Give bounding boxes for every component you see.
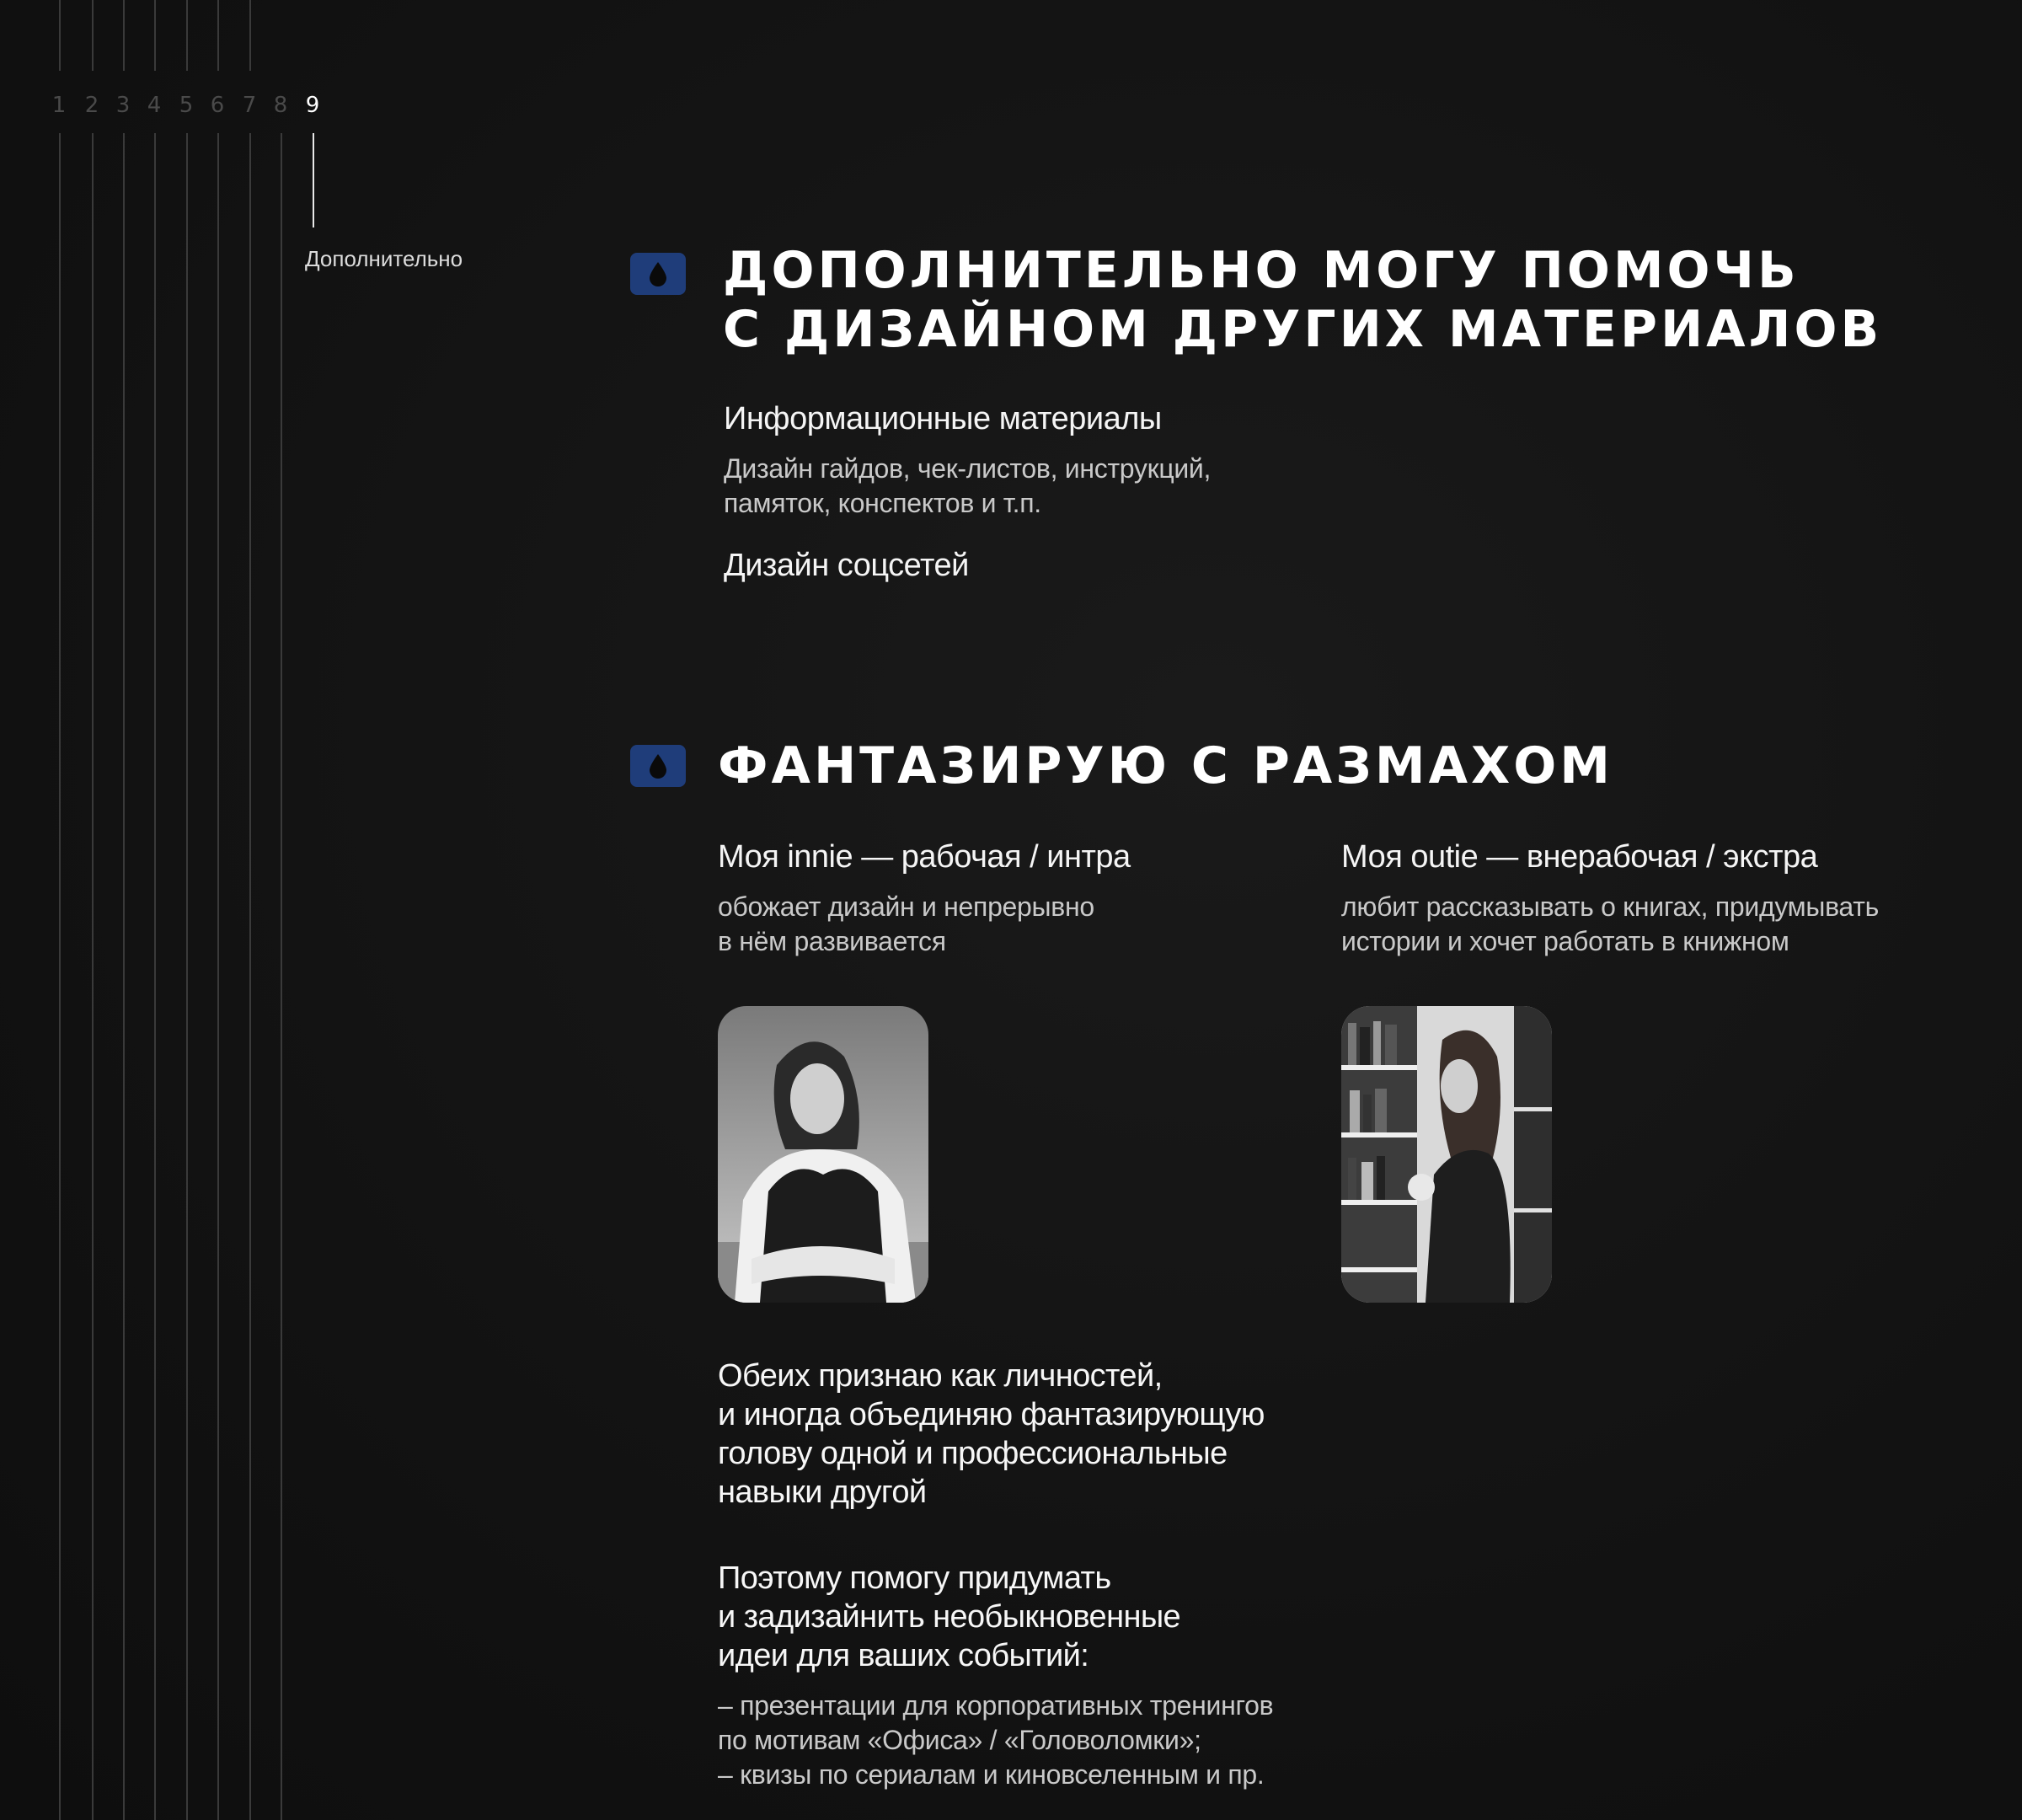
both-personas-text: Обеих признаю как личностей, и иногда объединяю фантазирующую голову одной и профессиональные навыки другой <box>718 1358 1265 1510</box>
innie-photo <box>718 1006 928 1303</box>
ink-drop-icon <box>648 753 668 779</box>
timeline-step-5[interactable]: 5 <box>179 93 194 118</box>
timeline-step-9-active[interactable]: 9 <box>305 93 320 118</box>
timeline-line-6-top <box>217 0 219 71</box>
help-events-text: Поэтому помогу придумать и задизайнить необыкновенные идеи для ваших событий: <box>718 1560 1181 1673</box>
timeline-active-caption: Дополнительно <box>305 246 463 271</box>
timeline-line-1-top <box>59 0 61 71</box>
timeline-step-7[interactable]: 7 <box>242 93 257 118</box>
timeline-line-2 <box>92 133 94 1820</box>
timeline-active-marker <box>313 133 314 228</box>
timeline-line-4 <box>154 133 156 1820</box>
timeline-line-1 <box>59 133 61 1820</box>
timeline-line-5-top <box>186 0 188 71</box>
section-badge <box>630 253 686 295</box>
outie-title: Моя outie — внерабочая / экстра <box>1341 839 1818 875</box>
timeline-line-3 <box>123 133 125 1820</box>
timeline-step-1[interactable]: 1 <box>51 93 67 118</box>
timeline-line-4-top <box>154 0 156 71</box>
info-materials-title: Информационные материалы <box>724 401 1162 436</box>
timeline-step-3[interactable]: 3 <box>115 93 131 118</box>
section-title: ДОПОЛНИТЕЛЬНО МОГУ ПОМОЧЬ С ДИЗАЙНОМ ДРУГИХ МАТЕРИАЛОВ <box>723 241 1883 359</box>
timeline-line-3-top <box>123 0 125 71</box>
innie-text: обожает дизайн и непрерывно в нём развивается <box>718 891 1094 956</box>
outie-photo <box>1341 1006 1552 1303</box>
section-title: ФАНТАЗИРУЮ С РАЗМАХОМ <box>718 736 1613 795</box>
timeline-line-5 <box>186 133 188 1820</box>
timeline-step-4[interactable]: 4 <box>147 93 162 118</box>
outie-text: любит рассказывать о книгах, придумывать истории и хочет работать в книжном <box>1341 891 1879 956</box>
section-badge <box>630 745 686 787</box>
timeline-line-2-top <box>92 0 94 71</box>
ink-drop-icon <box>648 261 668 286</box>
timeline-step-2[interactable]: 2 <box>84 93 99 118</box>
timeline-step-6[interactable]: 6 <box>210 93 225 118</box>
event-ideas-list: – презентации для корпоративных тренингов по мотивам «Офиса» / «Головоломки»; – квизы по сериалам и киновселенным и пр. <box>718 1690 1274 1790</box>
timeline-line-7 <box>249 133 251 1820</box>
innie-title: Моя innie — рабочая / интра <box>718 839 1131 875</box>
timeline-line-6 <box>217 133 219 1820</box>
info-materials-text: Дизайн гайдов, чек-листов, инструкций, памяток, конспектов и т.п. <box>724 453 1212 518</box>
social-design-title: Дизайн соцсетей <box>724 548 969 583</box>
timeline-step-8[interactable]: 8 <box>273 93 288 118</box>
timeline-line-8 <box>281 133 282 1820</box>
timeline-line-7-top <box>249 0 251 71</box>
